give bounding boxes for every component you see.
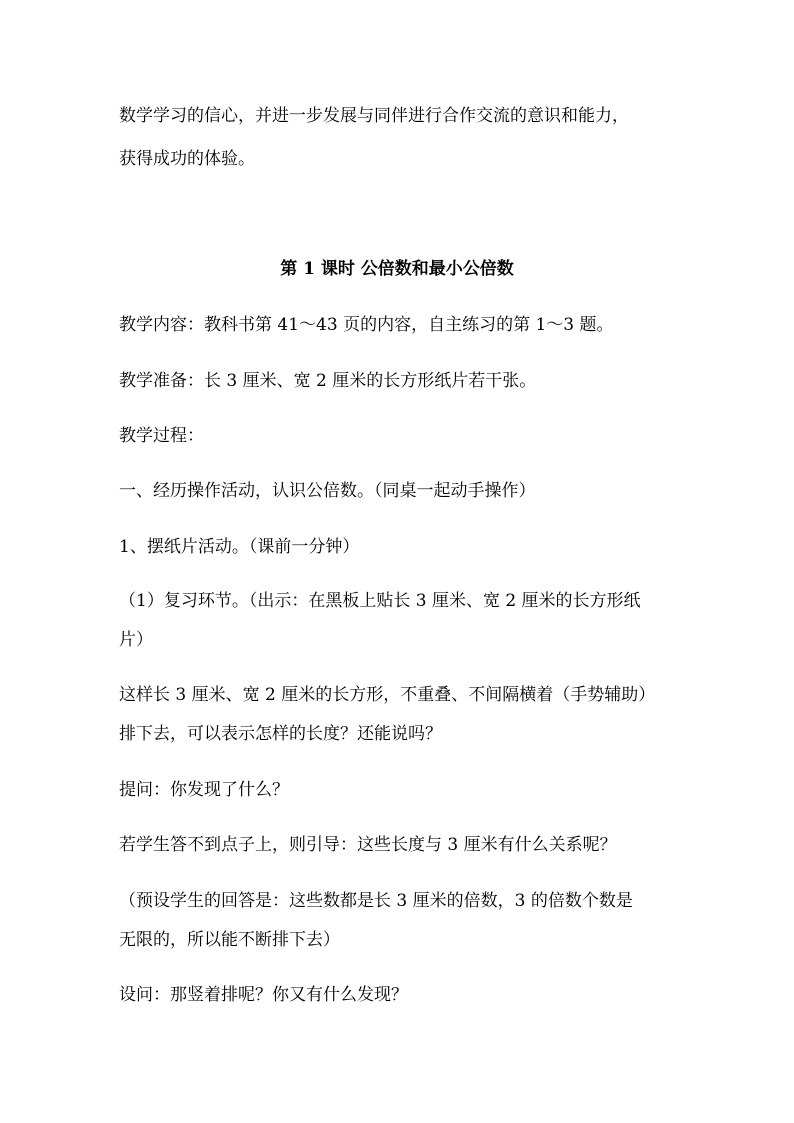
section-heading-1: 一、经历操作活动，认识公倍数。（同桌一起动手操作） (119, 481, 536, 501)
step-1: 1、摆纸片活动。（课前一分钟） (119, 537, 360, 557)
intro-line-2: 获得成功的体验。 (119, 149, 255, 169)
preset-line-1: （预设学生的回答是：这些数都是长 3 厘米的倍数，3 的倍数个数是 (119, 891, 633, 911)
guide-line: 若学生答不到点子上，则引导：这些长度与 3 厘米有什么关系呢？ (119, 835, 617, 855)
lesson-title: 第 1 课时 公倍数和最小公倍数 (280, 259, 514, 279)
intro-line-1: 数学学习的信心，并进一步发展与同伴进行合作交流的意识和能力， (119, 106, 629, 126)
review-line-1: （1）复习环节。（出示：在黑板上贴长 3 厘米、宽 2 厘米的长方形纸 (119, 591, 641, 611)
arrange-line-2: 排下去，可以表示怎样的长度？还能说吗？ (119, 724, 442, 744)
question-line: 提问：你发现了什么？ (119, 780, 289, 800)
teaching-process-label: 教学过程： (119, 426, 204, 446)
teaching-preparation: 教学准备：长 3 厘米、宽 2 厘米的长方形纸片若干张。 (119, 371, 537, 391)
review-line-2: 片） (119, 630, 153, 650)
preset-line-2: 无限的，所以能不断排下去） (119, 930, 340, 950)
teaching-content: 教学内容：教科书第 41～43 页的内容，自主练习的第 1～3 题。 (119, 315, 614, 335)
vertical-question-line: 设问：那竖着排呢？你又有什么发现？ (119, 985, 408, 1005)
arrange-line-1: 这样长 3 厘米、宽 2 厘米的长方形，不重叠、不间隔横着（手势辅助） (119, 685, 656, 705)
